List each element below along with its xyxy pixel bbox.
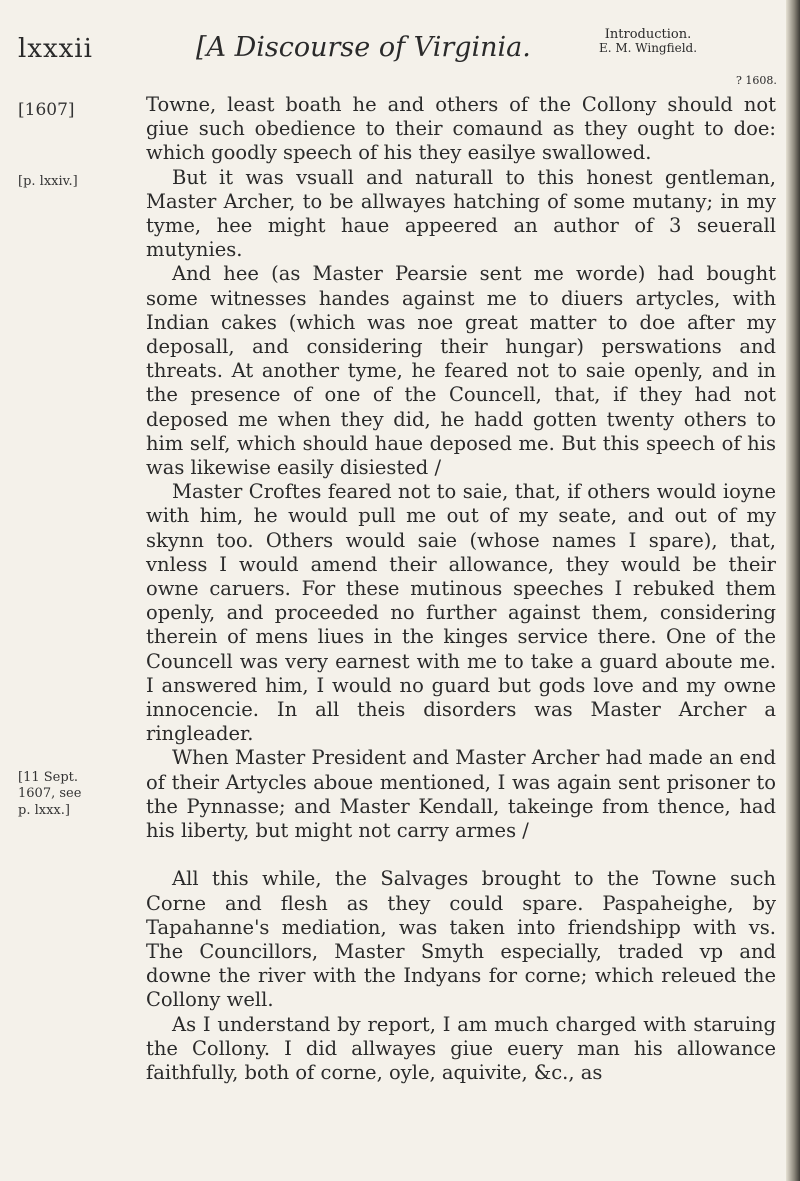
margin-sept-line-2: 1607, see (18, 786, 82, 802)
page-number: lxxxii (18, 34, 93, 64)
paragraph: As I understand by report, I am much charged with staruing the Collony. I did allwayes giue euery man his allowance faithfully, both of corne, oyle, aquivite, &c., as (146, 1012, 776, 1084)
paragraph: All this while, the Salvages brought to the Towne such Corne and flesh as they could spare. Paspaheighe, by Tapahanne's mediation, was taken into friendshipp with vs. The Councillors, Master Smyth especially, traded vp and downe the river with the Indyans for corne; which releued the Collony well. (146, 867, 776, 1012)
intro-label: Introduction. (604, 27, 692, 42)
paragraph: When Master President and Master Archer had made an end of their Artycles aboue mentioned, I was again sent prisoner to the Pynnasse; and Master Kendall, takeinge from thence, had his liberty, but might not carry armes / (146, 746, 776, 843)
paragraph: And hee (as Master Pearsie sent me worde) had bought some witnesses handes against me to diuers artycles, with Indian cakes (which was noe great matter to doe after my deposall, and considering their hungar) perswations and threats. At another tyme, he feared not to saie openly, and in the presence of one of the Councell, that, if they had not deposed me when they did, he hadd gotten twenty others to him self, which should haue deposed me. But this speech of his was likewise easily disiested / (146, 262, 776, 480)
intro-author: E. M. Wingfield. (598, 40, 698, 55)
paragraph: Towne, least boath he and others of the Collony should not giue such obedience to their comaund as they ought to doe: which goodly speech of his they easilye swallowed. (146, 93, 776, 165)
margin-page-ref: [p. lxxiv.] (18, 174, 78, 189)
intro-date: ? 1608. (736, 74, 777, 87)
margin-sept-line-3: p. lxxx.] (18, 802, 70, 818)
page-edge (786, 0, 800, 1181)
margin-sept-line-1: [11 Sept. (18, 770, 79, 785)
running-title: [A Discourse of Virginia. (196, 32, 531, 63)
paragraph: But it was vsuall and naturall to this honest gentleman, Master Archer, to be allwayes hatching of some mutany; in my tyme, hee might haue appeered an author of 3 seuerall mutynies. (146, 165, 776, 262)
page-header (0, 27, 800, 87)
body-text (146, 93, 776, 1085)
margin-year: [1607] (18, 100, 75, 120)
paragraph: Master Croftes feared not to saie, that, if others would ioyne with him, he would pull me out of my seate, and out of my skynn too. Others would saie (whose names I spare), that, vnless I would amend their allowance, they would be their owne caruers. For these mutinous speeches I rebuked them openly, and proceeded no further against them, considering therein of mens liues in the kinges service there. One of the Councell was very earnest with me to take a guard aboute me. I answered him, I would no guard but gods love and my owne innocencie. In all theis disorders was Master Archer a ringleader. (146, 480, 776, 746)
margin-sept-note (18, 770, 98, 819)
section-heading (528, 28, 768, 54)
